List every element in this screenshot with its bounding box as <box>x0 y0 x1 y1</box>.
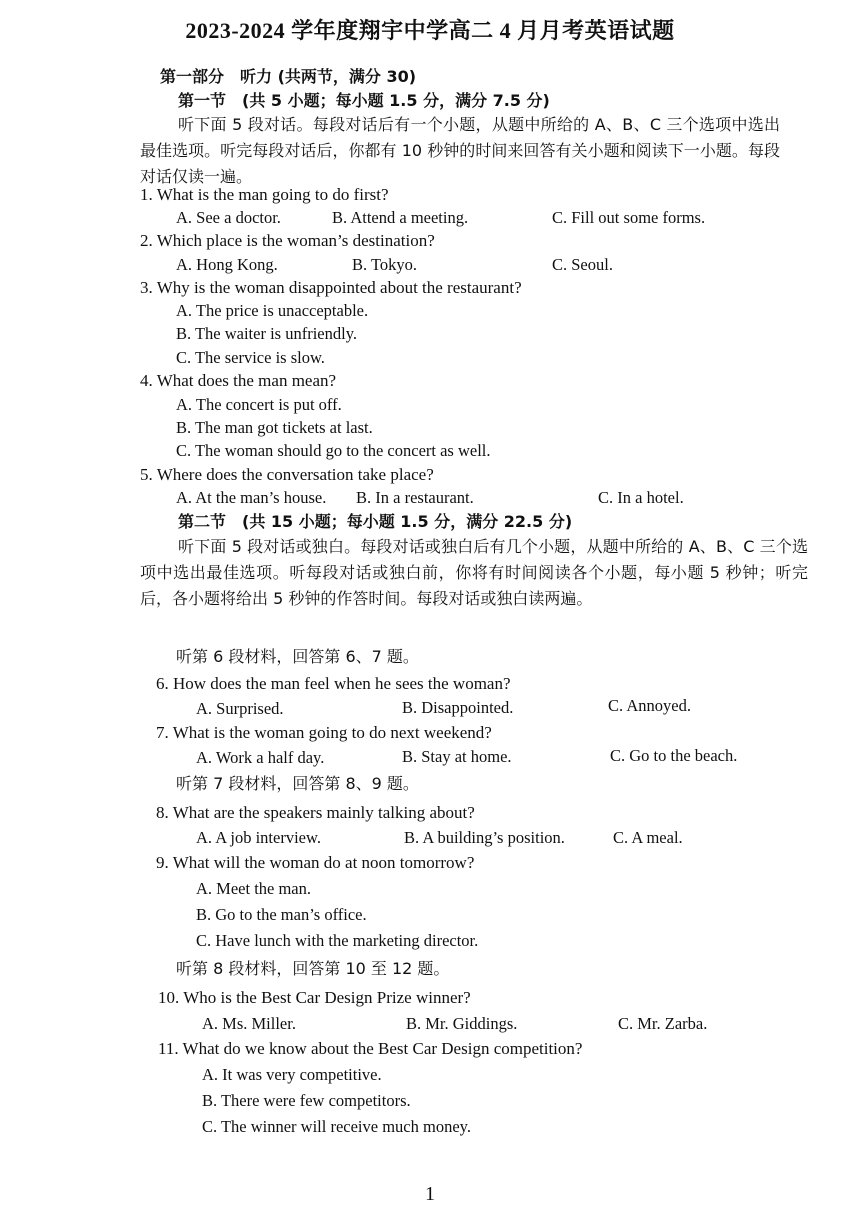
question-10: 10. Who is the Best Car Design Prize winner? <box>158 988 471 1007</box>
question-11: 11. What do we know about the Best Car Design competition? <box>158 1039 583 1058</box>
q5-option-c: C. In a hotel. <box>598 488 684 507</box>
q6-option-c: C. Annoyed. <box>608 696 691 715</box>
q7-option-b: B. Stay at home. <box>402 747 512 766</box>
q4-option-c: C. The woman should go to the concert as well. <box>176 441 491 460</box>
q4-option-b: B. The man got tickets at last. <box>176 418 373 437</box>
q1-option-b: B. Attend a meeting. <box>332 208 469 227</box>
q10-option-c: C. Mr. Zarba. <box>618 1014 708 1033</box>
q3-option-b: B. The waiter is unfriendly. <box>176 324 358 343</box>
q9-option-a: A. Meet the man. <box>196 879 312 898</box>
q11-option-b: B. There were few competitors. <box>202 1091 411 1110</box>
q7-option-c: C. Go to the beach. <box>610 746 738 765</box>
material-7-header: 听第 7 段材料，回答第 8、9 题。 <box>176 774 419 793</box>
q3-option-a: A. The price is unacceptable. <box>176 301 369 320</box>
section1-instructions: 听下面 5 段对话。每段对话后有一个小题，从题中所给的 A、B、C 三个选项中选出最佳选项。听完每段对话后，你都有 10 秒钟的时间来回答有关小题和阅读下一小题。每段对话仅读一遍。 <box>140 115 780 186</box>
question-4: 4. What does the man mean? <box>140 371 337 390</box>
q10-option-b: B. Mr. Giddings. <box>406 1014 518 1033</box>
q9-option-c: C. Have lunch with the marketing director. <box>196 931 479 950</box>
question-8: 8. What are the speakers mainly talking about? <box>156 803 475 822</box>
q6-option-b: B. Disappointed. <box>402 698 514 717</box>
q3-option-c: C. The service is slow. <box>176 348 325 367</box>
q5-option-b: B. In a restaurant. <box>356 488 474 507</box>
section1-heading: 第一节 (共 5 小题；每小题 1.5 分，满分 7.5 分) <box>178 91 550 110</box>
q11-option-a: A. It was very competitive. <box>202 1065 382 1084</box>
question-5: 5. Where does the conversation take place? <box>140 465 434 484</box>
q2-option-b: B. Tokyo. <box>352 255 418 274</box>
question-1: 1. What is the man going to do first? <box>140 185 389 204</box>
q9-option-b: B. Go to the man’s office. <box>196 905 367 924</box>
section2-heading: 第二节 (共 15 小题；每小题 1.5 分，满分 22.5 分) <box>178 512 573 531</box>
q2-option-a: A. Hong Kong. <box>176 255 278 274</box>
q6-option-a: A. Surprised. <box>196 699 284 718</box>
q8-option-a: A. A job interview. <box>196 828 321 847</box>
question-3: 3. Why is the woman disappointed about the restaurant? <box>140 278 522 297</box>
q10-option-a: A. Ms. Miller. <box>202 1014 296 1033</box>
q11-option-c: C. The winner will receive much money. <box>202 1117 471 1136</box>
material-8-header: 听第 8 段材料，回答第 10 至 12 题。 <box>176 959 450 978</box>
page-number: 1 <box>425 1183 435 1205</box>
q7-option-a: A. Work a half day. <box>196 748 325 767</box>
question-7: 7. What is the woman going to do next weekend? <box>156 723 492 742</box>
q2-option-c: C. Seoul. <box>552 255 613 274</box>
question-9: 9. What will the woman do at noon tomorrow? <box>156 853 475 872</box>
exam-title: 2023-2024 学年度翔宇中学高二 4 月月考英语试题 <box>185 18 675 43</box>
q1-option-c: C. Fill out some forms. <box>552 208 706 227</box>
q5-option-a: A. At the man’s house. <box>176 488 327 507</box>
q8-option-b: B. A building’s position. <box>404 828 565 847</box>
question-6: 6. How does the man feel when he sees the woman? <box>156 674 511 693</box>
question-2: 2. Which place is the woman’s destination? <box>140 231 435 250</box>
q1-option-a: A. See a doctor. <box>176 208 281 227</box>
q4-option-a: A. The concert is put off. <box>176 395 342 414</box>
material-6-header: 听第 6 段材料，回答第 6、7 题。 <box>176 647 419 666</box>
q8-option-c: C. A meal. <box>613 828 683 847</box>
part1-heading: 第一部分 听力 (共两节，满分 30) <box>160 67 417 86</box>
section2-instructions: 听下面 5 段对话或独白。每段对话或独白后有几个小题，从题中所给的 A、B、C 三个选项中选出最佳选项。听每段对话或独白前，你将有时间阅读各个小题，每小题 5 秒钟；听完后，各小题将给出 5 秒钟的作答时间。每段对话或独白读两遍。 <box>140 537 808 608</box>
